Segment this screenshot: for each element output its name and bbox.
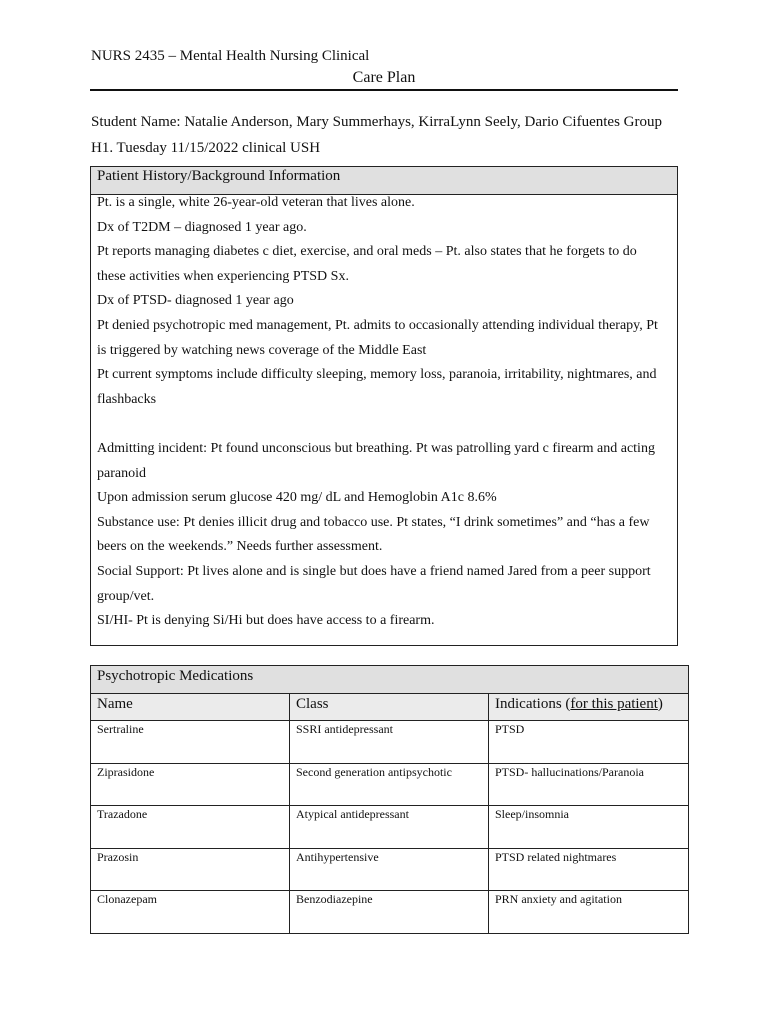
history-line: Dx of PTSD- diagnosed 1 year ago [97,293,294,309]
medications-table [90,665,689,934]
table-row [91,721,689,764]
med-name: Ziprasidone [91,763,290,806]
med-class: Second generation antipsychotic [290,763,489,806]
med-name: Trazadone [91,806,290,849]
column-header-name: Name [91,694,290,721]
history-line: Upon admission serum glucose 420 mg/ dL and Hemoglobin A1c 8.6% [97,490,497,506]
patient-history-heading: Patient History/Background Information [91,167,677,195]
med-name: Clonazepam [91,891,290,934]
indications-underlined: for this patient [570,696,658,712]
history-line: Pt reports managing diabetes c diet, exercise, and oral meds – Pt. also states that he forgets to do these activities when experiencing PTSD Sx. [97,244,637,284]
blank-line [97,412,665,437]
table-row [91,891,689,934]
med-class: Antihypertensive [290,848,489,891]
patient-history-box [90,166,678,646]
history-line: Pt current symptoms include difficulty sleeping, memory loss, paranoia, irritability, nightmares, and flashbacks [97,367,657,407]
med-indication: PRN anxiety and agitation [489,891,689,934]
med-indication: PTSD related nightmares [489,848,689,891]
indications-suffix: ) [657,696,663,712]
med-name: Prazosin [91,848,290,891]
med-class: Atypical antidepressant [290,806,489,849]
indications-prefix: Indications ( [495,696,571,712]
medications-header-row [91,694,689,721]
title-divider [90,89,678,91]
med-class: Benzodiazepine [290,891,489,934]
column-header-indications [489,694,689,721]
document-title: Care Plan [352,69,416,86]
history-line: Substance use: Pt denies illicit drug and tobacco use. Pt states, “I drink sometimes” and “has a few beers on the weekends.” Needs further assessment. [97,514,650,555]
med-indication: Sleep/insomnia [489,806,689,849]
course-title: NURS 2435 – Mental Health Nursing Clinical [91,48,370,64]
table-row [91,763,689,806]
history-line: Pt. is a single, white 26-year-old veteran that lives alone. [97,195,415,210]
history-line: SI/HI- Pt is denying Si/Hi but does have access to a firearm. [97,613,435,629]
history-line: Dx of T2DM – diagnosed 1 year ago. [97,219,307,235]
patient-history-body [91,191,677,634]
medications-heading: Psychotropic Medications [91,666,689,694]
table-row [91,848,689,891]
med-class: SSRI antidepressant [290,721,489,764]
med-indication: PTSD [489,721,689,764]
table-row [91,806,689,849]
column-header-class: Class [290,694,489,721]
history-line: Admitting incident: Pt found unconscious but breathing. Pt was patrolling yard c firearm and acting paranoid [97,440,655,481]
history-line: Pt denied psychotropic med management, Pt. admits to occasionally attending individual therapy, Pt is triggered by watching news coverage of the Middle East [97,317,658,358]
med-name: Sertraline [91,721,290,764]
history-line: Social Support: Pt lives alone and is single but does have a friend named Jared from a peer support group/vet. [97,563,651,604]
med-indication: PTSD- hallucinations/Paranoia [489,763,689,806]
student-info: Student Name: Natalie Anderson, Mary Summerhays, KirraLynn Seely, Dario Cifuentes Group H1. Tuesday 11/15/2022 clinical USH [91,114,662,156]
